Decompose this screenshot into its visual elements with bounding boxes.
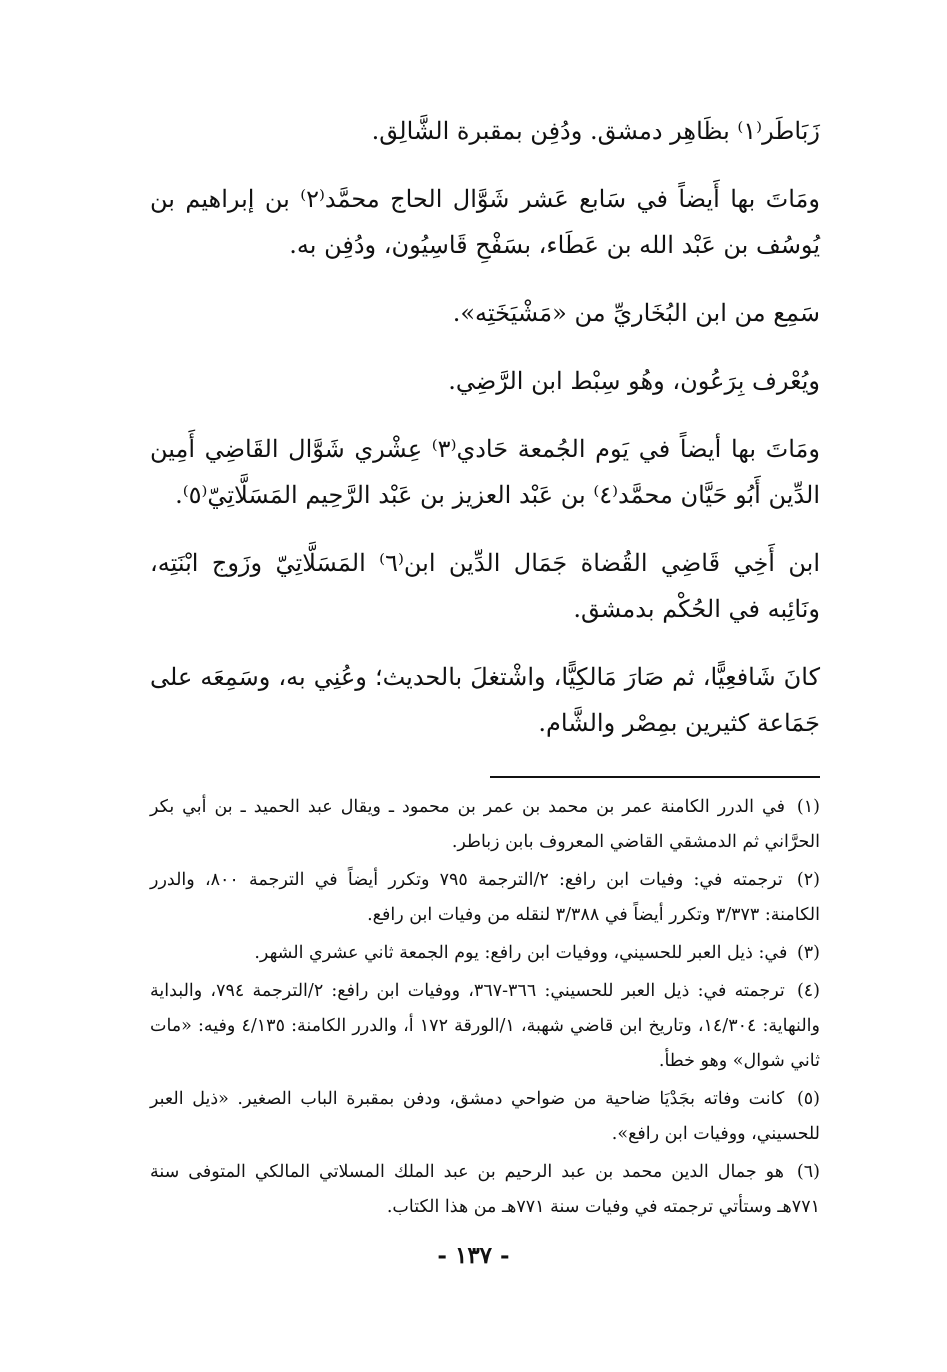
footnotes: [150, 790, 820, 1225]
footnote-number: (١): [796, 797, 820, 817]
footnote: [150, 1155, 820, 1225]
page-number: - ١٣٧ -: [437, 1242, 510, 1269]
footnote: [150, 790, 820, 860]
paragraph: ابن أَخِي قَاضِي القُضاة جَمَال الدِّين ابن⁽٦⁾ المَسَلَّاتِيّ وزَوج ابْنَتِه، ونَائِبه في الحُكْم بدمشق.: [150, 549, 820, 623]
footnote: [150, 974, 820, 1079]
page-body: [150, 108, 820, 1225]
footnote: [150, 1082, 820, 1152]
footnote: [150, 936, 820, 971]
footnote-number: (٢): [796, 870, 820, 890]
footnote-text: في الدرر الكامنة عمر بن محمد بن عمر بن محمود ـ ويقال عبد الحميد ـ بن أبي بكر الحرَّاني ثم الدمشقي القاضي المعروف بابن زباطر.: [150, 797, 820, 852]
footnote-text: كانت وفاته بجَدْيَا ضاحية من ضواحي دمشق، ودفن بمقبرة الباب الصغير. «ذيل العبر للحسيني، ووفيات ابن رافع».: [150, 1089, 820, 1144]
footnote-text: في: ذيل العبر للحسيني، ووفيات ابن رافع: يوم الجمعة ثاني عشري الشهر.: [254, 943, 788, 963]
footnote-number: (٥): [796, 1089, 820, 1109]
footnote-text: ترجمته في: وفيات ابن رافع: ٢/الترجمة ٧٩٥ وتكرر أيضاً في الترجمة ٨٠٠، والدرر الكامنة: ٣/٣٧٣ وتكرر أيضاً في ٣/٣٨٨ لنقله من وفيات ابن رافع.: [150, 870, 820, 925]
footnote-number: (٤): [796, 981, 820, 1001]
paragraph: ومَاتَ بها أَيضاً في سَابع عَشر شَوَّال الحاج محمَّد⁽٢⁾ بن إبراهيم بن يُوسُف بن عَبْد الله بن عَطَاء، بسَفْحِ قَاسِيُون، ودُفِن به.: [150, 185, 821, 259]
footnote-number: (٦): [796, 1162, 820, 1182]
paragraph: ومَاتَ بها أيضاً في يَوم الجُمعة حَادي⁽٣⁾ عِشْري شَوَّال القَاضِي أَمِين الدِّين أَبُو حَيَّان محمَّد⁽٤⁾ بن عَبْد العزيز بن عَبْد الرَّحِيم المَسَلَّاتِيّ⁽٥⁾.: [150, 435, 820, 509]
paragraph: زَبَاطَر⁽١⁾ بظَاهِر دمشق. ودُفِن بمقبرة الشَّالِق.: [371, 117, 820, 145]
main-text: [150, 108, 820, 746]
footnote-text: ترجمته في: ذيل العبر للحسيني: ٣٦٦-٣٦٧، ووفيات ابن رافع: ٢/الترجمة ٧٩٤، والبداية والنهاية: ١٤/٣٠٤، وتاريخ ابن قاضي شهبة، ١/الورقة ١٧٢ أ، والدرر الكامنة: ٤/١٣٥ وفيه: «مات ثاني شوال» وهو خطأ.: [150, 981, 820, 1071]
footnote-divider: [490, 776, 820, 778]
paragraph: سَمِع من ابن البُخَاريِّ من «مَشْيَخَتِه».: [452, 299, 820, 327]
footnote: [150, 863, 820, 933]
footnote-text: هو جمال الدين محمد بن عبد الرحيم بن عبد الملك المسلاتي المالكي المتوفى سنة ٧٧١هـ وستأتي ترجمته في وفيات سنة ٧٧١هـ من هذا الكتاب.: [150, 1162, 820, 1217]
footnote-number: (٣): [796, 943, 820, 963]
paragraph: كانَ شَافعِيًّا، ثم صَارَ مَالكِيًّا، واشْتغلَ بالحديث؛ وعُنِي به، وسَمِعَه على جَمَاعة كثيرين بمِصْر والشَّام.: [150, 663, 820, 737]
paragraph: ويُعْرف بِرَعُون، وهُو سِبْط ابن الرَّضِي.: [448, 367, 820, 395]
